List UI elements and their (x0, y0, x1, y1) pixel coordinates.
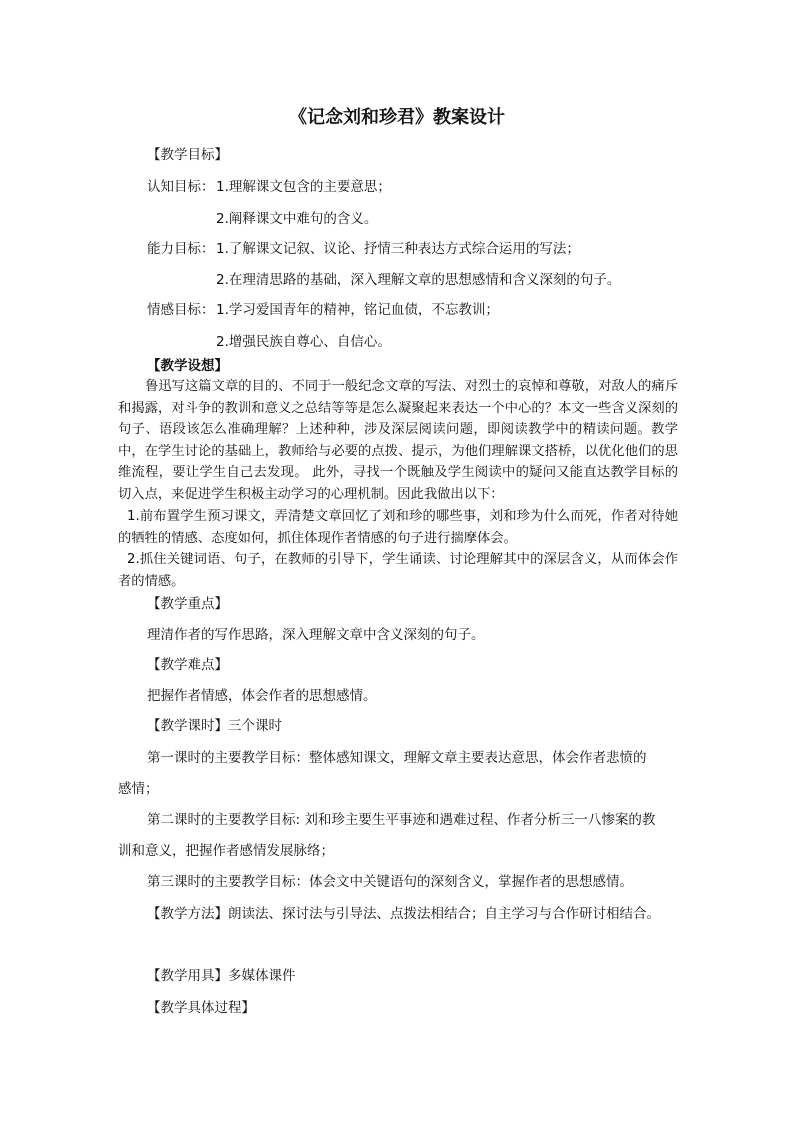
design-heading: 【教学设想】 (147, 358, 228, 374)
emotion-goal-2: 2.增强民族自尊心、自信心。 (216, 334, 391, 350)
design-paragraph-1: 鲁迅写这篇文章的目的、不同于一般纪念文章的写法、对烈士的哀悼和尊敬，对敌人的痛斥和揭露，对斗争的教训和意义之总结等等是怎么凝聚起来表达一个中心的？本文一些含义深刻的句子、语段该怎么准确理解？上述种种，涉及深层阅读问题，即阅读教学中的精读问题。教学中，在学生讨论的基础上，教师给与必要的点拨、提示，为他们理解课文搭桥，以优化他们的思维流程，要让学生自己去发现。 此外，寻找一个既触及学生阅读中的疑问又能直达教学目标的切入点，来促进学生积极主动学习的心理机制。因此我做出以下： (118, 379, 678, 502)
period-2-line-1: 第二课时的主要教学目标: 刘和珍主要生平事迹和遇难过程、作者分析三一八惨案的教 (147, 812, 656, 828)
ability-goal-1: 1.了解课文记叙、议论、抒情三种表达方式综合运用的写法； (216, 241, 580, 257)
period-1-line-2: 感情； (118, 781, 159, 797)
key-points-heading: 【教学重点】 (147, 596, 228, 612)
goals-heading: 【教学目标】 (147, 147, 228, 163)
period-1-line-1: 第一课时的主要教学目标：整体感知课文，理解文章主要表达意思，体会作者悲愤的 (147, 750, 647, 766)
cognitive-goal-2: 2.阐释课文中难句的含义。 (216, 211, 378, 227)
period-3-line-1: 第三课时的主要教学目标：体会文中关键语句的深刻含义，掌握作者的思想感情。 (147, 874, 633, 890)
process-heading: 【教学具体过程】 (147, 1000, 255, 1016)
difficulties-heading: 【教学难点】 (147, 657, 228, 673)
design-paragraph-3: 2.抓住关键词语、句子，在教师的引导下，学生诵读、讨论理解其中的深层含义，从而体会作者的情感。 (118, 552, 678, 589)
cognitive-goal-1: 1.理解课文包含的主要意思； (216, 179, 391, 195)
emotion-goal-1: 1.学习爱国青年的精神，铭记血债，不忘教训； (216, 302, 499, 318)
tools-text: 多媒体课件 (228, 968, 296, 984)
tools-line (147, 967, 296, 985)
key-points-text: 理清作者的写作思路，深入理解文章中含义深刻的句子。 (147, 627, 485, 643)
ability-goal-label: 能力目标： (147, 241, 215, 257)
methods-line (147, 905, 660, 923)
periods-count: 三个课时 (228, 718, 282, 734)
design-paragraph-2: 1.前布置学生预习课文，弄清楚文章回忆了刘和珍的哪些事，刘和珍为什么而死，作者对待她的牺牲的情感、态度如何，抓住体现作者情感的句子进行揣摩体会。 (118, 509, 678, 546)
periods-heading-label: 【教学课时】 (147, 718, 228, 734)
periods-heading (147, 717, 282, 735)
cognitive-goal-label: 认知目标： (147, 179, 215, 195)
tools-heading: 【教学用具】 (147, 968, 228, 984)
document-title: 《记念刘和珍君》教案设计 (289, 107, 505, 128)
ability-goal-2: 2.在理清思路的基础，深入理解文章的思想感情和含义深刻的句子。 (216, 272, 621, 288)
methods-heading: 【教学方法】 (147, 906, 228, 922)
period-2-line-2: 训和意义，把握作者感情发展脉络； (118, 843, 334, 859)
methods-text: 朗读法、探讨法与引导法、点拨法相结合；自主学习与合作研讨相结合。 (228, 906, 660, 922)
emotion-goal-label: 情感目标： (147, 302, 215, 318)
difficulties-text: 把握作者情感，体会作者的思想感情。 (147, 688, 377, 704)
